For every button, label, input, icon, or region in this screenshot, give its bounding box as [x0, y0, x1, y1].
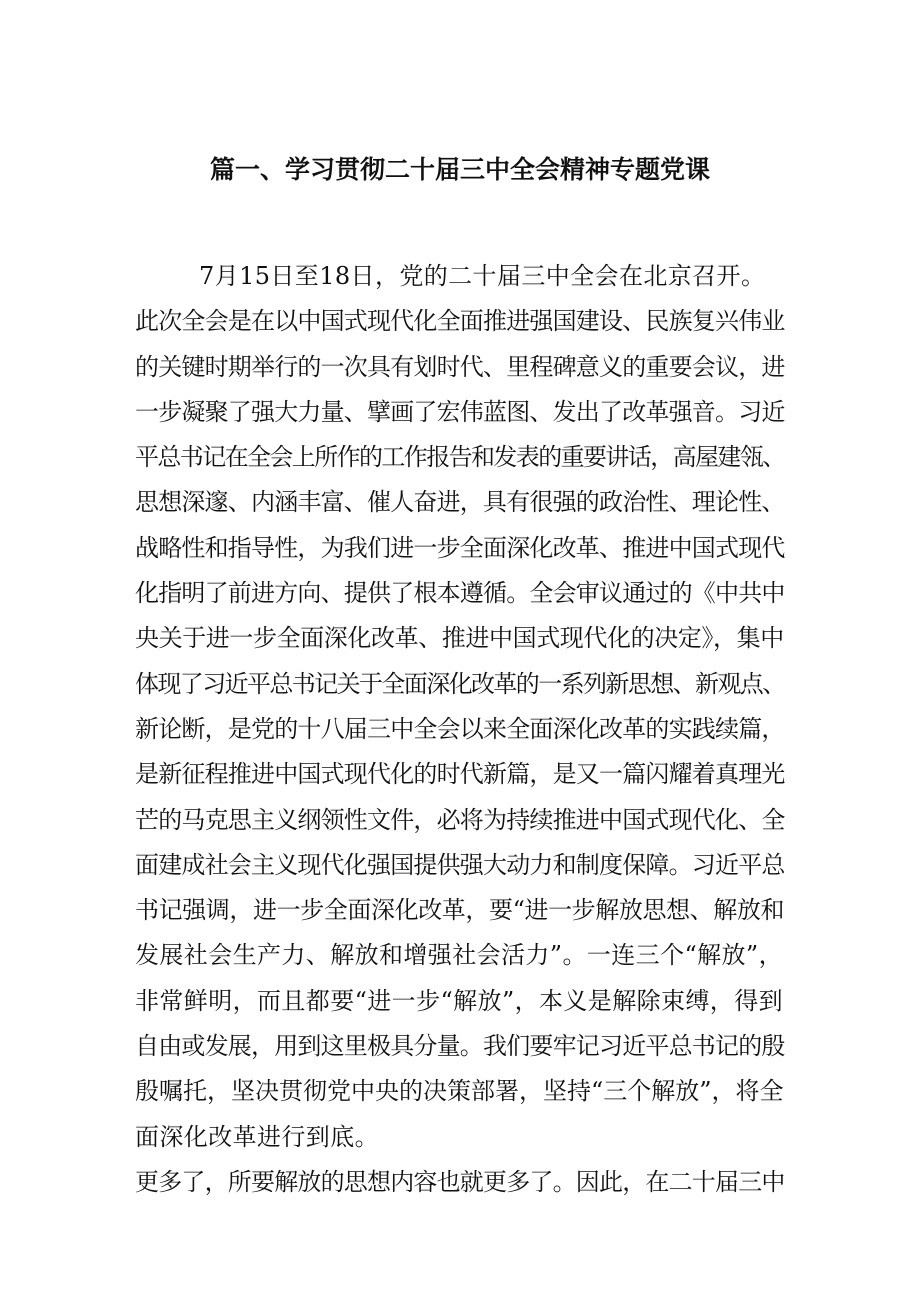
paragraph-line: 新论断，是党的十八届三中全会以来全面深化改革的实践续篇， [135, 714, 785, 743]
paragraph-line: 自由或发展，用到这里极具分量。我们要牢记习近平总书记的殷 [135, 1032, 785, 1061]
paragraph-line: 发展社会生产力、解放和增强社会活力”。一连三个“解放”， [135, 941, 784, 970]
paragraph-line: 化指明了前进方向、提供了根本遵循。全会审议通过的《中共中 [135, 579, 785, 608]
paragraph-line: 是新征程推进中国式现代化的时代新篇，是又一篇闪耀着真理光 [135, 760, 785, 789]
paragraph-line: 央关于进一步全面深化改革、推进中国式现代化的决定》，集中 [135, 624, 784, 653]
paragraph-line: 7月15日至18日，党的二十届三中全会在北京召开。 [199, 262, 766, 290]
paragraph-line: 战略性和指导性，为我们进一步全面深化改革、推进中国式现代 [135, 533, 785, 562]
paragraph-line: 芒的马克思主义纲领性文件，必将为持续推进中国式现代化、全 [135, 805, 785, 834]
paragraph-line: 一步凝聚了强大力量、擘画了宏伟蓝图、发出了改革强音。习近 [135, 397, 785, 426]
paragraph-line: 面深化改革进行到底。 [135, 1122, 379, 1151]
paragraph-line: 此次全会是在以中国式现代化全面推进强国建设、民族复兴伟业 [135, 307, 785, 336]
paragraph-line: 更多了，所要解放的思想内容也就更多了。因此，在二十届三中 [135, 1167, 785, 1196]
paragraph-line: 平总书记在全会上所作的工作报告和发表的重要讲话，高屋建瓴、 [135, 443, 785, 472]
paragraph-line: 体现了习近平总书记关于全面深化改革的一系列新思想、新观点、 [135, 669, 785, 698]
document-title: 篇一、学习贯彻二十届三中全会精神专题党课 [209, 155, 710, 184]
paragraph-line: 书记强调，进一步全面深化改革，要“进一步解放思想、解放和 [135, 896, 785, 925]
paragraph-line: 非常鲜明，而且都要“进一步“解放”，本义是解除束缚，得到 [135, 986, 784, 1015]
paragraph-line: 的关键时期举行的一次具有划时代、里程碑意义的重要会议，进 [135, 352, 785, 381]
document-body [135, 254, 785, 1205]
paragraph-line: 殷嘱托，坚决贯彻党中央的决策部署，坚持“三个解放”，将全 [135, 1077, 784, 1106]
paragraph-line: 思想深邃、内涵丰富、催人奋进，具有很强的政治性、理论性、 [135, 488, 785, 517]
paragraph-line: 面建成社会主义现代化强国提供强大动力和制度保障。习近平总 [135, 850, 785, 879]
